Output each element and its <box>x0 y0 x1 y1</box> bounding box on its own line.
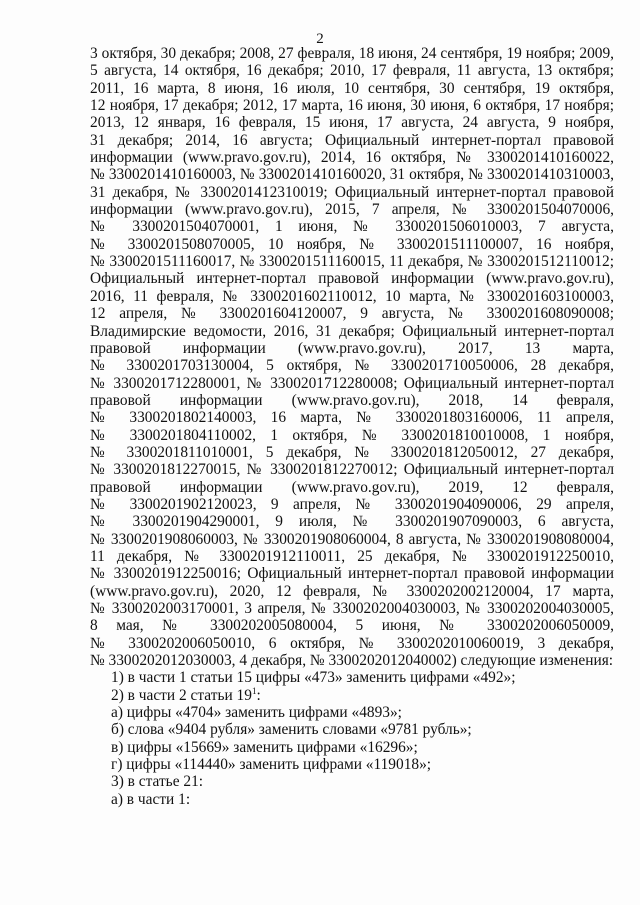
text-line: Официальный интернет-портал правовой информации (www.pravo.gov.ru), <box>90 270 614 288</box>
text-line: 2011, 16 марта, 8 июня, 16 июля, 10 сентября, 30 сентября, 19 октября, <box>90 79 614 97</box>
amendment-subitem-2a: а) цифры «4704» заменить цифрами «4893»; <box>111 704 402 722</box>
text-line: № 3300201712280001, № 3300201712280008; Официальный интернет-портал <box>90 374 614 392</box>
text-line: № 3300202006050010, 6 октября, № 3300202010060019, 3 декабря, <box>90 634 614 652</box>
text-line: № 3300201908060003, № 3300201908060004, 8 августа, № 3300201908080004, <box>90 530 614 548</box>
amendment-item-3: 3) в статье 21: <box>111 773 204 791</box>
text-line: 2016, 11 февраля, № 3300201602110012, 10 марта, № 3300201603100003, <box>90 287 614 305</box>
text-line: 5 августа, 14 октября, 16 декабря; 2010, 17 февраля, 11 августа, 13 октября; <box>90 62 614 80</box>
text-line-last: № 3300202012030003, 4 декабря, № 3300202012040002) следующие изменения: <box>90 652 614 670</box>
amendment-subitem-3a: а) в части 1: <box>111 790 191 808</box>
text-line: № 3300201904290001, 9 июля, № 3300201907090003, 6 августа, <box>90 513 614 531</box>
text-line: № 3300201703130004, 5 октября, № 3300201710050006, 28 декабря, <box>90 357 614 375</box>
text-line: информации (www.pravo.gov.ru), 2014, 16 октября, № 3300201410160022, <box>90 149 614 167</box>
page-number: 2 <box>316 31 324 47</box>
amendment-item-2-colon: : <box>256 686 261 704</box>
text-line: 31 декабря, № 3300201412310019; Официальный интернет-портал правовой <box>90 183 614 201</box>
text-line: № 3300201511160017, № 3300201511160015, 11 декабря, № 3300201512110012; <box>90 253 614 271</box>
text-line: 11 декабря, № 3300201912110011, 25 декабря, № 3300201912250010, <box>90 547 614 565</box>
amendment-item-1: 1) в части 1 статьи 15 цифры «473» заменить цифрами «492»; <box>111 669 516 687</box>
text-line: № 3300201802140003, 16 марта, № 3300201803160006, 11 апреля, <box>90 409 614 427</box>
text-line: 3 октября, 30 декабря; 2008, 27 февраля, 18 июня, 24 сентября, 19 ноября; 2009, <box>90 45 614 62</box>
text-line: № 3300201811010001, 5 декабря, № 3300201812050012, 27 декабря, <box>90 443 614 461</box>
preamble-paragraph <box>90 45 614 669</box>
document-body <box>90 45 614 808</box>
text-line: № 3300201912250016; Официальный интернет-портал правовой информации <box>90 565 614 583</box>
text-line: № 3300201804110002, 1 октября, № 3300201810010008, 1 ноября, <box>90 426 614 444</box>
text-line: правовой информации (www.pravo.gov.ru), 2018, 14 февраля, <box>90 391 614 409</box>
text-line: № 3300201508070005, 10 ноября, № 3300201511100007, 16 ноября, <box>90 235 614 253</box>
text-line: 31 декабря; 2014, 16 августа; Официальный интернет-портал правовой <box>90 131 614 149</box>
text-line: (www.pravo.gov.ru), 2020, 12 февраля, № 3300202002120004, 17 марта, <box>90 582 614 600</box>
article-superscript: 1 <box>251 685 257 696</box>
text-line: 2013, 12 января, 16 февраля, 15 июня, 17 августа, 24 августа, 9 ноября, <box>90 114 614 132</box>
text-line: 12 апреля, № 3300201604120007, 9 августа, № 3300201608090008; <box>90 305 614 323</box>
amendment-subitem-2d: г) цифры «114440» заменить цифрами «119018»; <box>111 756 432 774</box>
text-line: правовой информации (www.pravo.gov.ru), 2019, 12 февраля, <box>90 478 614 496</box>
text-line: правовой информации (www.pravo.gov.ru), 2017, 13 марта, <box>90 339 614 357</box>
amendment-item-2 <box>90 687 614 704</box>
text-line: № 3300202003170001, 3 апреля, № 3300202004030003, № 3300202004030005, <box>90 600 614 617</box>
text-line: № 3300201812270015, № 3300201812270012; Официальный интернет-портал <box>90 461 614 479</box>
amendment-subitem-2b: б) слова «9404 рубля» заменить словами «9781 рубль»; <box>111 721 472 739</box>
text-line: Владимирские ведомости, 2016, 31 декабря; Официальный интернет-портал <box>90 322 614 340</box>
text-line: 8 мая, № 3300202005080004, 5 июня, № 3300202006050009, <box>90 617 614 635</box>
amendment-item-2-text: 2) в части 2 статьи 19 <box>111 686 252 704</box>
amendment-subitem-2c: в) цифры «15669» заменить цифрами «16296»; <box>111 738 418 756</box>
text-line: № 3300201410160003, № 3300201410160020, 31 октября, № 3300201410310003, <box>90 166 614 184</box>
text-line: информации (www.pravo.gov.ru), 2015, 7 апреля, № 3300201504070006, <box>90 201 614 219</box>
text-line: 12 ноября, 17 декабря; 2012, 17 марта, 16 июня, 30 июня, 6 октября, 17 ноября; <box>90 97 614 115</box>
text-line: № 3300201902120023, 9 апреля, № 3300201904090006, 29 апреля, <box>90 495 614 513</box>
text-line: № 3300201504070001, 1 июня, № 3300201506010003, 7 августа, <box>90 218 614 236</box>
amendments-list <box>90 669 614 808</box>
